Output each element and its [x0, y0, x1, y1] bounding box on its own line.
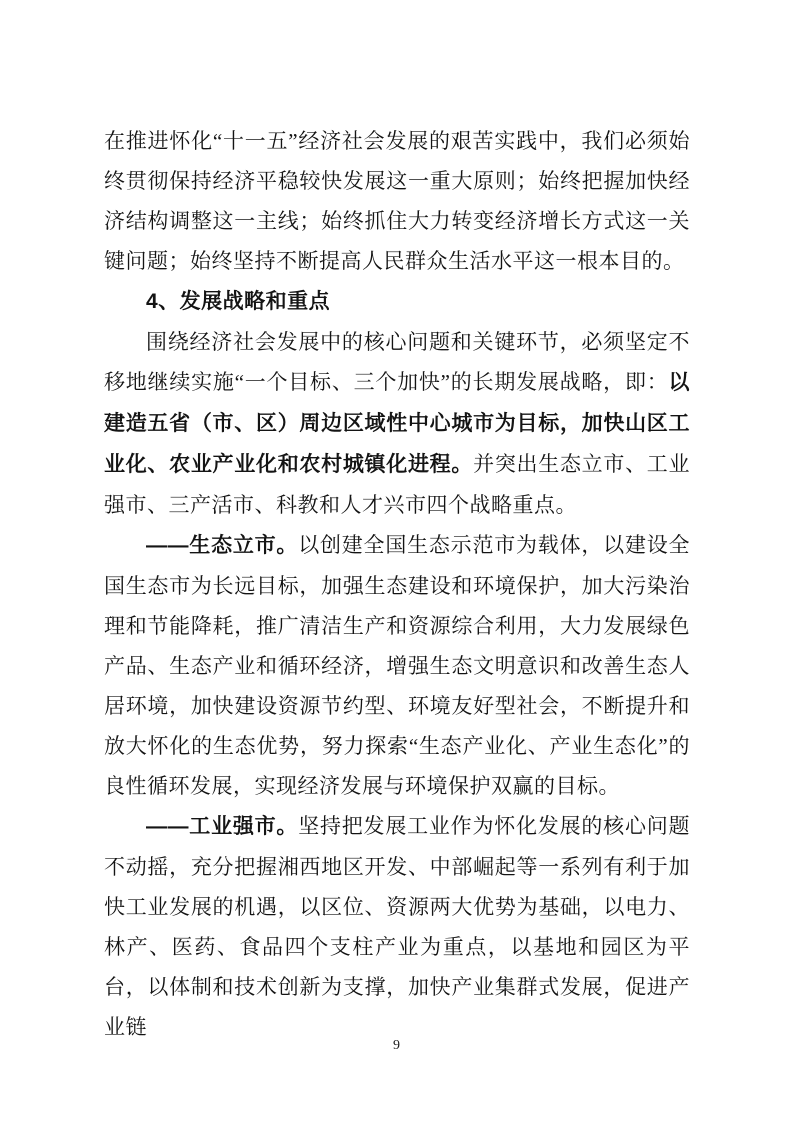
text-run: 围绕经济社会发展中的核心问题和关键环节，必须坚定不移地继续实施“一个目标、三个加快”的长期发展战略，即： [104, 330, 690, 394]
text-run: 坚持把发展工业作为怀化发展的核心问题不动摇，充分把握湘西地区开发、中部崛起等一系列有利于加快工业发展的机遇，以区位、资源两大优势为基础，以电力、林产、医药、食品四个支柱产业为重点，以基地和园区为平台，以体制和技术创新为支撑，加快产业集群式发展，促进产业链 [104, 814, 691, 1039]
page-footer [0, 1036, 793, 1056]
bold-text-run: ——工业强市。 [146, 815, 299, 838]
strategy-paragraph [104, 322, 690, 525]
industry-city-paragraph [104, 806, 690, 1047]
bold-text-run: ——生态立市。 [146, 534, 299, 557]
page-number: 9 [393, 1038, 400, 1053]
bold-text-run: 以建造五省（市、区）周边区域性中心城市为目标，加快山区工业化、农业产业化和农村城镇化进程。 [104, 371, 690, 476]
section-heading [104, 281, 690, 322]
eco-city-paragraph [104, 525, 690, 806]
text-run: 在推进怀化“十一五”经济社会发展的艰苦实践中，我们必须始终贯彻保持经济平稳较快发展这一重大原则；始终把握加快经济结构调整这一主线；始终抓住大力转变经济增长方式这一关键问题；始终坚持不断提高人民群众生活水平这一根本目的。 [104, 129, 690, 273]
text-run: 以创建全国生态示范市为载体，以建设全国生态市为长远目标，加强生态建设和环境保护，加大污染治理和节能降耗，推广清洁生产和资源综合利用，大力发展绿色产品、生态产业和循环经济，增强生态文明意识和改善生态人居环境，加快建设资源节约型、环境友好型社会，不断提升和放大怀化的生态优势，努力探索“生态产业化、产业生态化”的良性循环发展，实现经济发展与环境保护双赢的目标。 [104, 533, 691, 798]
document-body [104, 121, 690, 1047]
bold-text-run: 4、发展战略和重点 [146, 290, 331, 313]
intro-paragraph [104, 121, 690, 281]
text-run: 并突出生态立市、工业强市、三产活市、科教和人才兴市四个战略重点。 [104, 452, 691, 517]
